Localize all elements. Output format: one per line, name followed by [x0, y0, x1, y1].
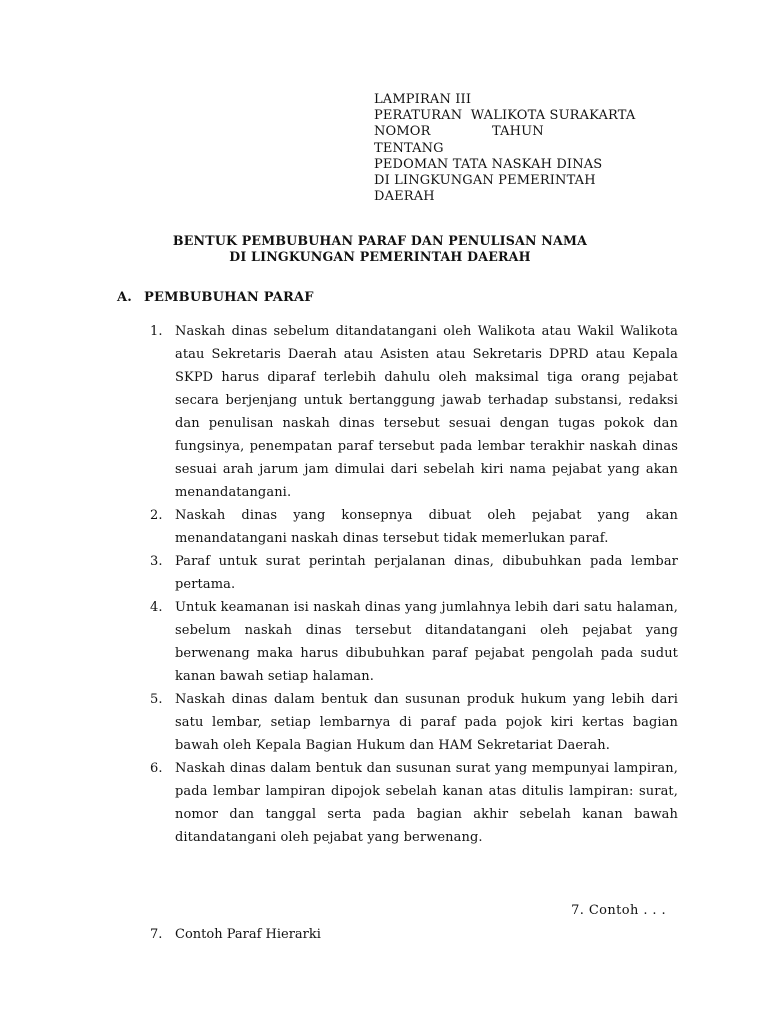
item-text: Untuk keamanan isi naskah dinas yang jumlahnya lebih dari satu halaman, sebelum naskah dinas tersebut ditandatangani oleh pejabat yang berwenang maka harus dibubuhkan paraf pejabat pengolah pada sudut kanan bawah setiap halaman.: [175, 600, 678, 684]
paraf-rules-list: [150, 320, 678, 849]
nomor-tahun-line: [374, 124, 635, 140]
section-title: PEMBUBUHAN PARAF: [144, 290, 314, 305]
list-item: [150, 320, 678, 504]
page-continuation-note: 7. Contoh . . .: [571, 903, 666, 918]
section-letter: A.: [117, 290, 133, 305]
item-text: Contoh Paraf Hierarki: [175, 927, 321, 942]
tentang-label: TENTANG: [374, 140, 444, 156]
nomor-label: NOMOR: [374, 124, 431, 140]
item-number: 7.: [150, 927, 163, 942]
document-title-line-2: DI LINGKUNGAN PEMERINTAH DAERAH: [229, 249, 531, 264]
list-item: [150, 596, 678, 688]
section-a-heading: [117, 290, 314, 305]
item-text: Paraf untuk surat perintah perjalanan dinas, dibubuhkan pada lembar pertama.: [175, 554, 678, 592]
lingkungan-line: DI LINGKUNGAN PEMERINTAH: [374, 173, 596, 189]
pedoman-line: PEDOMAN TATA NASKAH DINAS: [374, 156, 603, 172]
list-item: [150, 550, 678, 596]
item-number: 4.: [150, 600, 163, 615]
item-text: Naskah dinas sebelum ditandatangani oleh Walikota atau Wakil Walikota atau Sekretaris Daerah atau Asisten atau Sekretaris DPRD atau Kepala SKPD harus diparaf terlebih dahulu oleh maksimal tiga orang pejabat secara berjenjang untuk bertanggung jawab terhadap substansi, redaksi dan penulisan naskah dinas tersebut sesuai dengan tugas pokok dan fungsinya, penempatan paraf tersebut pada lembar terakhir naskah dinas sesuai arah jarum jam dimulai dari sebelah kiri nama pejabat yang akan menandatangani.: [175, 324, 678, 500]
document-title-line-1: BENTUK PEMBUBUHAN PARAF DAN PENULISAN NAMA: [172, 233, 588, 248]
item-number: 2.: [150, 508, 163, 523]
lampiran-label: LAMPIRAN III: [374, 92, 472, 107]
tahun-label: TAHUN: [492, 124, 544, 140]
item-text: Naskah dinas dalam bentuk dan susunan surat yang mempunyai lampiran, pada lembar lampiran dipojok sebelah kanan atas ditulis lampiran: surat, nomor dan tanggal serta pada bagian akhir sebelah kanan bawah ditandatangani oleh pejabat yang berwenang.: [175, 761, 678, 845]
item-number: 5.: [150, 692, 163, 707]
list-item-contoh: [150, 923, 321, 946]
item-text: Naskah dinas yang konsepnya dibuat oleh pejabat yang akan menandatangani naskah dinas tersebut tidak memerlukan paraf.: [175, 508, 678, 546]
item-number: 3.: [150, 554, 163, 569]
peraturan-line: PERATURAN WALIKOTA SURAKARTA: [374, 108, 636, 124]
item-number: 6.: [150, 761, 163, 776]
list-item: [150, 504, 678, 550]
list-item: [150, 688, 678, 757]
list-item: [150, 757, 678, 849]
item-number: 1.: [150, 324, 163, 339]
daerah-line: DAERAH: [374, 189, 435, 205]
attachment-header: [374, 92, 635, 205]
item-text: Naskah dinas dalam bentuk dan susunan produk hukum yang lebih dari satu lembar, setiap lembarnya di paraf pada pojok kiri kertas bagian bawah oleh Kepala Bagian Hukum dan HAM Sekretariat Daerah.: [175, 692, 678, 753]
